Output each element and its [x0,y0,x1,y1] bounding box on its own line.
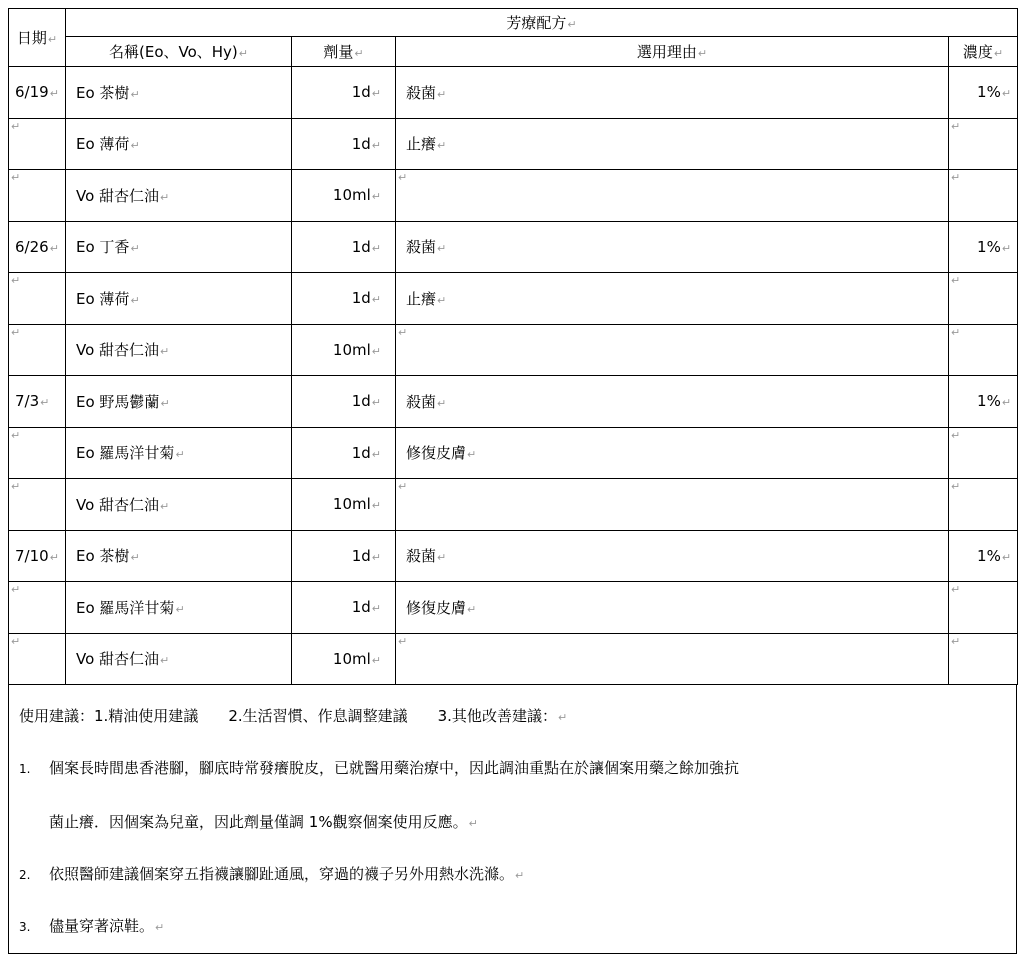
formula-row [9,170,1018,222]
aromatherapy-form [8,8,1017,957]
paragraph-mark: ↵ [11,634,21,648]
paragraph-mark: ↵ [11,274,21,287]
name-header: 名稱(Eo、Vo、Hy)↵ [66,37,292,67]
paragraph-mark: ↵ [11,583,21,596]
concentration-cell [949,324,1018,376]
concentration-cell [949,633,1018,685]
paragraph-mark: ↵ [951,480,961,493]
formula-row [9,530,1018,582]
dose-cell: 1d↵ [292,273,396,325]
concentration-cell: 1%↵ [949,530,1018,582]
note-item: 2. 依照醫師建議個案穿五指襪讓腳趾通風，穿過的襪子另外用熱水洗滌。↵ [19,865,525,883]
paragraph-mark: ↵ [951,428,961,442]
reason-header: 選用理由↵ [396,37,949,67]
concentration-cell: 1%↵ [949,376,1018,428]
paragraph-mark: ↵ [398,171,408,184]
note-item: 1. 個案長時間患香港腳，腳底時常發癢脫皮，已就醫用藥治療中，因此調油重點在於讓個案用藥之餘加強抗 [19,759,740,777]
name-cell: Eo 薄荷↵ [66,273,292,325]
name-cell: Vo 甜杏仁油↵ [66,633,292,685]
reason-cell: 殺菌↵ [396,221,949,273]
formula-group-label: 芳療配方 [506,14,567,32]
reason-cell [396,324,949,376]
formula-row [9,221,1018,273]
paragraph-mark: ↵ [951,634,961,648]
date-cell [9,170,66,222]
name-cell: Eo 茶樹↵ [66,67,292,119]
date-header: 日期↵ [9,9,66,67]
date-cell: 7/3↵ [9,376,66,428]
formula-table [8,8,1018,685]
name-cell: Vo 甜杏仁油↵ [66,324,292,376]
paragraph-mark: ↵ [11,428,21,442]
formula-group-header: 芳療配方↵ [66,9,1018,37]
paragraph-mark: ↵ [11,119,21,133]
formula-row [9,67,1018,119]
concentration-cell [949,427,1018,479]
name-cell: Eo 丁香↵ [66,221,292,273]
note-item: 菌止癢．因個案為兒童，因此劑量僅調 1%觀察個案使用反應。↵ [49,813,478,831]
paragraph-mark: ↵ [11,480,21,493]
paragraph-mark: ↵ [398,634,408,648]
dose-cell: 10ml↵ [292,170,396,222]
reason-cell: 殺菌↵ [396,530,949,582]
concentration-cell [949,170,1018,222]
dose-cell: 1d↵ [292,118,396,170]
reason-cell: 殺菌↵ [396,67,949,119]
dose-cell: 10ml↵ [292,479,396,531]
date-cell: 6/26↵ [9,221,66,273]
name-cell: Eo 野馬鬱蘭↵ [66,376,292,428]
name-cell: Eo 薄荷↵ [66,118,292,170]
formula-row [9,582,1018,634]
dose-cell: 10ml↵ [292,633,396,685]
dose-header: 劑量↵ [292,37,396,67]
formula-row [9,324,1018,376]
concentration-cell [949,582,1018,634]
reason-cell: 殺菌↵ [396,376,949,428]
name-cell: Eo 羅馬洋甘菊↵ [66,427,292,479]
concentration-cell: 1%↵ [949,221,1018,273]
paragraph-mark: ↵ [11,325,21,339]
concentration-cell: 1%↵ [949,67,1018,119]
date-cell [9,324,66,376]
date-cell: 6/19↵ [9,67,66,119]
formula-row [9,633,1018,685]
paragraph-mark: ↵ [951,171,961,184]
usage-notes [8,685,1017,954]
name-cell: Vo 甜杏仁油↵ [66,170,292,222]
reason-cell: 止癢↵ [396,273,949,325]
date-header-label: 日期 [16,29,47,47]
date-cell [9,633,66,685]
concentration-cell [949,118,1018,170]
name-cell: Eo 羅馬洋甘菊↵ [66,582,292,634]
formula-row [9,273,1018,325]
concentration-cell [949,273,1018,325]
note-item: 3. 儘量穿著涼鞋。↵ [19,917,165,935]
dose-cell: 10ml↵ [292,324,396,376]
notes-intro: 使用建議：1.精油使用建議 2.生活習慣、作息調整建議 3.其他改善建議：↵ [19,707,568,725]
name-cell: Vo 甜杏仁油↵ [66,479,292,531]
reason-cell [396,633,949,685]
formula-row [9,427,1018,479]
dose-cell: 1d↵ [292,530,396,582]
dose-cell: 1d↵ [292,221,396,273]
reason-cell [396,479,949,531]
name-cell: Eo 茶樹↵ [66,530,292,582]
formula-row [9,479,1018,531]
concentration-cell [949,479,1018,531]
reason-cell: 止癢↵ [396,118,949,170]
reason-cell: 修復皮膚↵ [396,427,949,479]
dose-cell: 1d↵ [292,376,396,428]
paragraph-mark: ↵ [398,480,408,493]
date-cell: 7/10↵ [9,530,66,582]
reason-cell [396,170,949,222]
paragraph-mark: ↵ [951,274,961,287]
paragraph-mark: ↵ [398,325,408,339]
formula-row [9,376,1018,428]
formula-row [9,118,1018,170]
date-cell [9,582,66,634]
date-cell [9,479,66,531]
date-cell [9,118,66,170]
concentration-header: 濃度↵ [949,37,1018,67]
paragraph-mark: ↵ [951,325,961,339]
reason-cell: 修復皮膚↵ [396,582,949,634]
paragraph-mark: ↵ [951,119,961,133]
date-cell [9,427,66,479]
date-cell [9,273,66,325]
dose-cell: 1d↵ [292,582,396,634]
dose-cell: 1d↵ [292,427,396,479]
paragraph-mark: ↵ [951,583,961,596]
dose-cell: 1d↵ [292,67,396,119]
paragraph-mark: ↵ [11,171,21,184]
